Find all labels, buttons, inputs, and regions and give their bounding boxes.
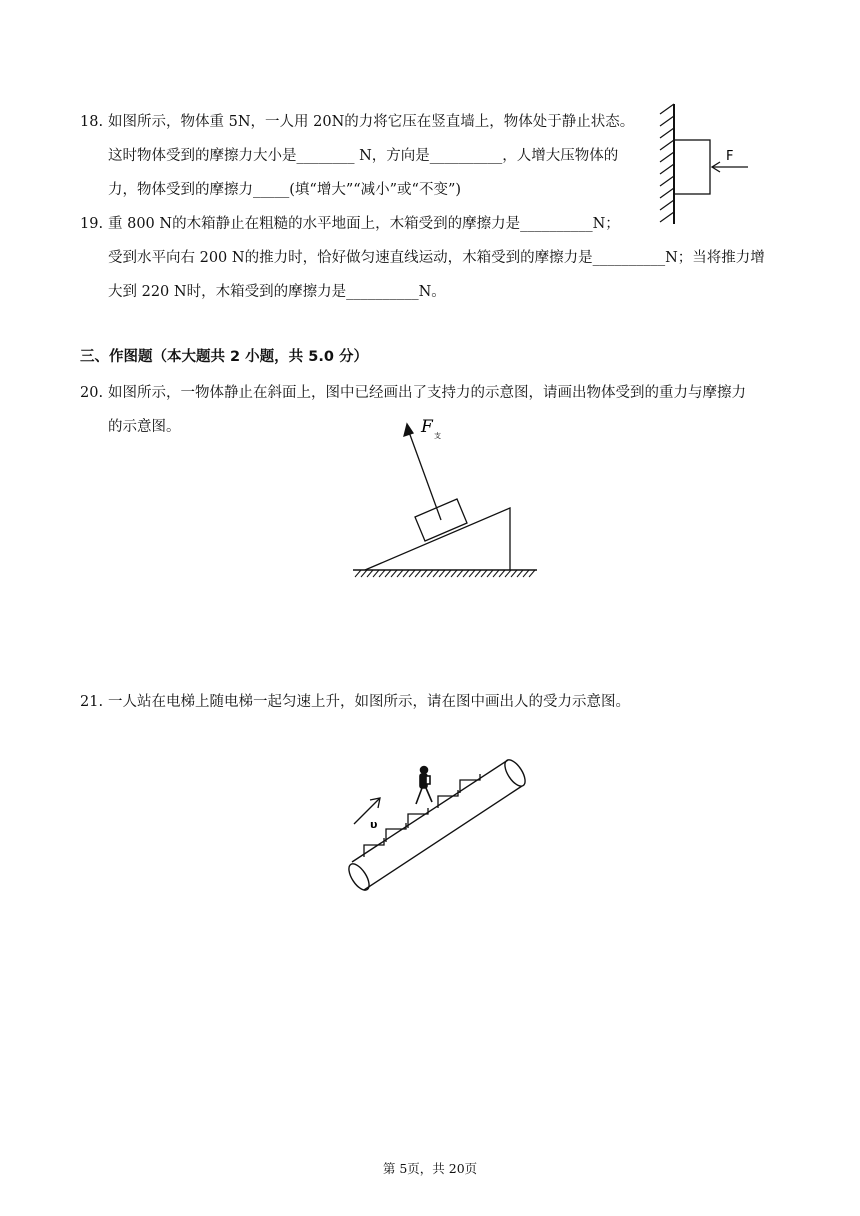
question-20-line-1: 如图所示，一物体静止在斜面上，图中已经画出了支持力的示意图，请画出物体受到的重力与摩擦力 bbox=[108, 385, 746, 401]
question-20-number: 20. bbox=[80, 385, 104, 401]
wall-hatching bbox=[660, 104, 674, 224]
question-21-figure bbox=[340, 752, 540, 902]
question-21-number: 21. bbox=[80, 694, 104, 710]
question-19-line-3: 大到 220 N时，木箱受到的摩擦力是__________N。 bbox=[108, 284, 446, 300]
support-force-subscript: 支 bbox=[434, 432, 441, 440]
question-20-figure bbox=[345, 412, 545, 582]
page-footer: 第 5页，共 20页 bbox=[382, 1161, 478, 1176]
question-18-line-2: 这时物体受到的摩擦力大小是________ N，方向是__________，人增大压物体的 bbox=[108, 148, 619, 164]
question-18-figure bbox=[650, 100, 760, 230]
question-21-line-1: 一人站在电梯上随电梯一起匀速上升，如图所示，请在图中画出人的受力示意图。 bbox=[108, 694, 630, 710]
block bbox=[674, 140, 710, 194]
force-label: F bbox=[726, 149, 734, 164]
question-20-line-2: 的示意图。 bbox=[108, 419, 181, 435]
question-19-line-2: 受到水平向右 200 N的推力时，恰好做匀速直线运动，木箱受到的摩擦力是__________N；当将推力增 bbox=[108, 250, 765, 266]
question-18-line-1: 如图所示，物体重 5N，一人用 20N的力将它压在竖直墙上，物体处于静止状态。 bbox=[108, 114, 635, 130]
section-heading: 三、作图题（本大题共 2 小题，共 5.0 分） bbox=[80, 349, 368, 365]
question-19-number: 19. bbox=[80, 216, 104, 232]
question-18-line-3: 力，物体受到的摩擦力_____(填“增大”“减小”或“不变”) bbox=[108, 182, 462, 198]
question-19-line-1: 重 800 N的木箱静止在粗糙的水平地面上，木箱受到的摩擦力是__________N； bbox=[108, 216, 620, 232]
support-force-label: F bbox=[421, 417, 433, 437]
velocity-label: υ bbox=[370, 818, 378, 831]
person bbox=[416, 767, 432, 805]
question-18-number: 18. bbox=[80, 114, 104, 130]
ground-hatching bbox=[353, 570, 537, 577]
